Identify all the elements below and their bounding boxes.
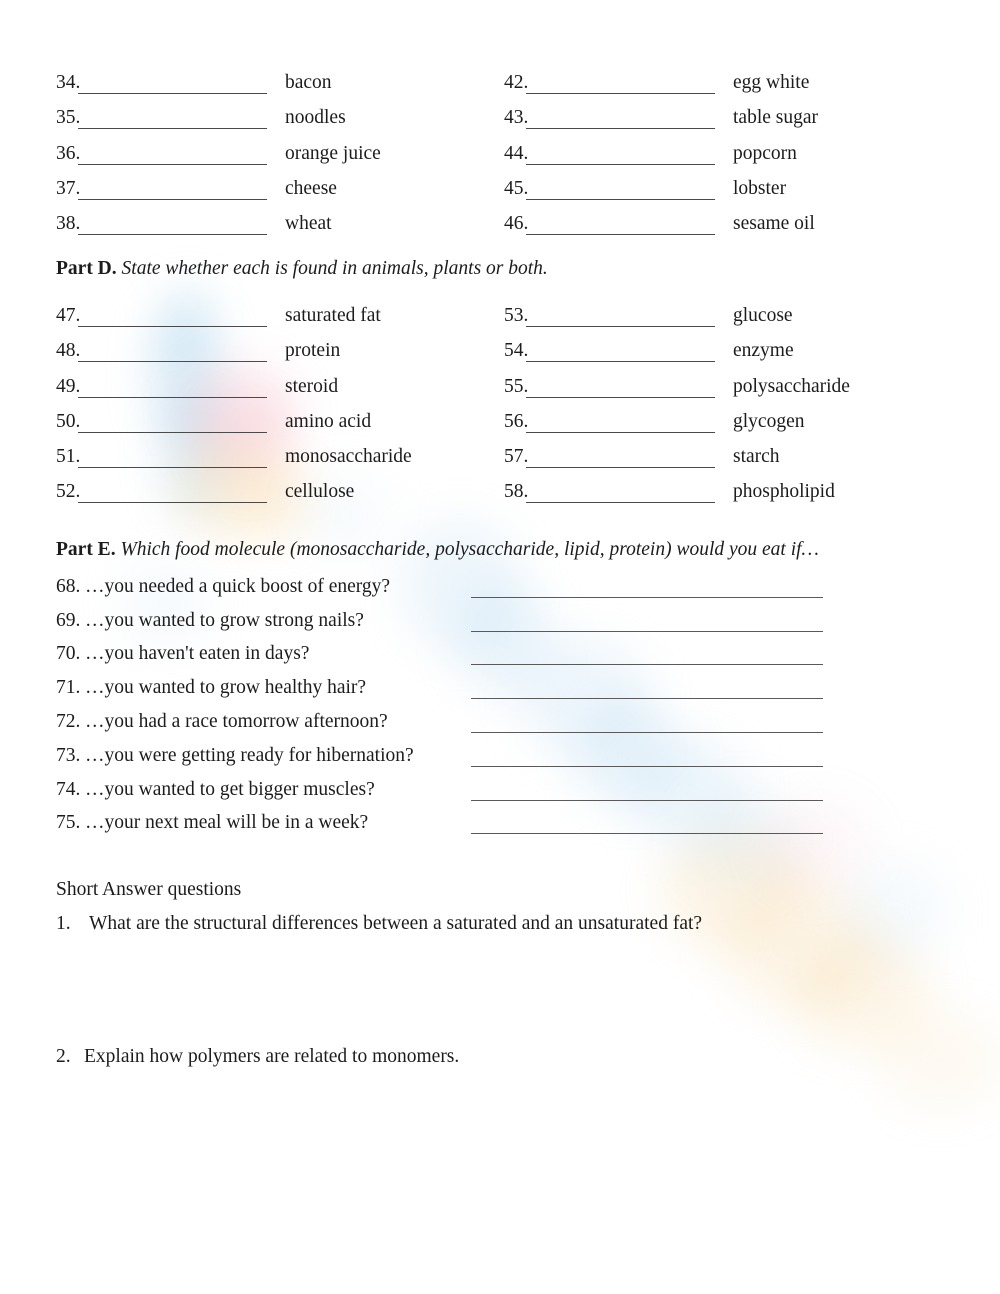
answer-line[interactable] bbox=[471, 631, 823, 632]
question-text: …you wanted to grow healthy hair? bbox=[85, 677, 367, 698]
part-d-instruction: State whether each is found in animals, plants or both. bbox=[121, 258, 548, 279]
item-number: 51. bbox=[56, 446, 81, 467]
answer-blank[interactable] bbox=[526, 410, 715, 433]
item-number: 44. bbox=[504, 143, 529, 164]
item-number: 52. bbox=[56, 481, 81, 502]
part-d-heading bbox=[56, 257, 548, 281]
short-answer-text: Explain how polymers are related to monomers. bbox=[84, 1046, 460, 1067]
item-number: 56. bbox=[504, 411, 529, 432]
item-label: phospholipid bbox=[733, 481, 835, 502]
short-answer-text: What are the structural differences between a saturated and an unsaturated fat? bbox=[89, 913, 703, 934]
item-number: 54. bbox=[504, 340, 529, 361]
item-label: egg white bbox=[733, 72, 810, 93]
answer-blank[interactable] bbox=[78, 106, 267, 129]
item-label: cellulose bbox=[285, 481, 355, 502]
answer-line[interactable] bbox=[471, 732, 823, 733]
item-label: starch bbox=[733, 446, 780, 467]
item-label: wheat bbox=[285, 213, 332, 234]
item-label: bacon bbox=[285, 72, 332, 93]
question-number: 71. bbox=[56, 677, 81, 698]
answer-blank[interactable] bbox=[78, 71, 267, 94]
answer-blank[interactable] bbox=[526, 304, 715, 327]
item-label: lobster bbox=[733, 178, 787, 199]
item-number: 45. bbox=[504, 178, 529, 199]
answer-blank[interactable] bbox=[526, 212, 715, 235]
answer-blank[interactable] bbox=[78, 142, 267, 165]
answer-line[interactable] bbox=[471, 597, 823, 598]
item-number: 48. bbox=[56, 340, 81, 361]
item-label: popcorn bbox=[733, 143, 797, 164]
answer-blank[interactable] bbox=[526, 445, 715, 468]
question-text: …you wanted to get bigger muscles? bbox=[85, 779, 375, 800]
item-label: saturated fat bbox=[285, 305, 381, 326]
answer-blank[interactable] bbox=[526, 339, 715, 362]
answer-blank[interactable] bbox=[526, 106, 715, 129]
question-text: …you haven't eaten in days? bbox=[85, 643, 310, 664]
item-label: protein bbox=[285, 340, 341, 361]
item-label: orange juice bbox=[285, 143, 381, 164]
item-number: 37. bbox=[56, 178, 81, 199]
answer-blank[interactable] bbox=[78, 212, 267, 235]
part-e-instruction: Which food molecule (monosaccharide, polysaccharide, lipid, protein) would you eat if… bbox=[120, 539, 819, 560]
question-number: 72. bbox=[56, 711, 81, 732]
item-number: 42. bbox=[504, 72, 529, 93]
part-e-label: Part E. bbox=[56, 539, 116, 560]
answer-blank[interactable] bbox=[78, 339, 267, 362]
question-number: 73. bbox=[56, 745, 81, 766]
question-text: …your next meal will be in a week? bbox=[85, 812, 369, 833]
short-answer-number: 2. bbox=[56, 1046, 71, 1067]
item-number: 55. bbox=[504, 376, 529, 397]
answer-blank[interactable] bbox=[78, 480, 267, 503]
question-text: …you were getting ready for hibernation? bbox=[85, 745, 414, 766]
item-number: 50. bbox=[56, 411, 81, 432]
answer-line[interactable] bbox=[471, 766, 823, 767]
part-e-heading bbox=[56, 538, 819, 562]
answer-blank[interactable] bbox=[526, 142, 715, 165]
question-number: 74. bbox=[56, 779, 81, 800]
item-label: glucose bbox=[733, 305, 793, 326]
item-label: table sugar bbox=[733, 107, 819, 128]
item-number: 58. bbox=[504, 481, 529, 502]
question-number: 70. bbox=[56, 643, 81, 664]
answer-blank[interactable] bbox=[526, 480, 715, 503]
answer-line[interactable] bbox=[471, 664, 823, 665]
item-label: steroid bbox=[285, 376, 339, 397]
item-number: 34. bbox=[56, 72, 81, 93]
item-label: sesame oil bbox=[733, 213, 815, 234]
answer-blank[interactable] bbox=[526, 177, 715, 200]
item-label: enzyme bbox=[733, 340, 794, 361]
part-d-label: Part D. bbox=[56, 258, 117, 279]
item-number: 38. bbox=[56, 213, 81, 234]
item-label: noodles bbox=[285, 107, 346, 128]
question-number: 75. bbox=[56, 812, 81, 833]
question-number: 68. bbox=[56, 576, 81, 597]
item-label: monosaccharide bbox=[285, 446, 412, 467]
answer-line[interactable] bbox=[471, 833, 823, 834]
answer-blank[interactable] bbox=[78, 410, 267, 433]
answer-line[interactable] bbox=[471, 698, 823, 699]
answer-blank[interactable] bbox=[526, 71, 715, 94]
item-label: amino acid bbox=[285, 411, 372, 432]
item-number: 47. bbox=[56, 305, 81, 326]
short-answer-heading: Short Answer questions bbox=[56, 879, 242, 900]
answer-line[interactable] bbox=[471, 800, 823, 801]
answer-blank[interactable] bbox=[526, 375, 715, 398]
question-text: …you had a race tomorrow afternoon? bbox=[85, 711, 388, 732]
item-number: 49. bbox=[56, 376, 81, 397]
item-label: glycogen bbox=[733, 411, 805, 432]
answer-blank[interactable] bbox=[78, 304, 267, 327]
item-number: 46. bbox=[504, 213, 529, 234]
item-number: 53. bbox=[504, 305, 529, 326]
question-text: …you needed a quick boost of energy? bbox=[85, 576, 391, 597]
answer-blank[interactable] bbox=[78, 177, 267, 200]
answer-blank[interactable] bbox=[78, 445, 267, 468]
item-number: 43. bbox=[504, 107, 529, 128]
short-answer-number: 1. bbox=[56, 913, 71, 934]
question-text: …you wanted to grow strong nails? bbox=[85, 610, 364, 631]
item-label: cheese bbox=[285, 178, 337, 199]
item-number: 36. bbox=[56, 143, 81, 164]
item-number: 57. bbox=[504, 446, 529, 467]
item-number: 35. bbox=[56, 107, 81, 128]
question-number: 69. bbox=[56, 610, 81, 631]
answer-blank[interactable] bbox=[78, 375, 267, 398]
item-label: polysaccharide bbox=[733, 376, 850, 397]
